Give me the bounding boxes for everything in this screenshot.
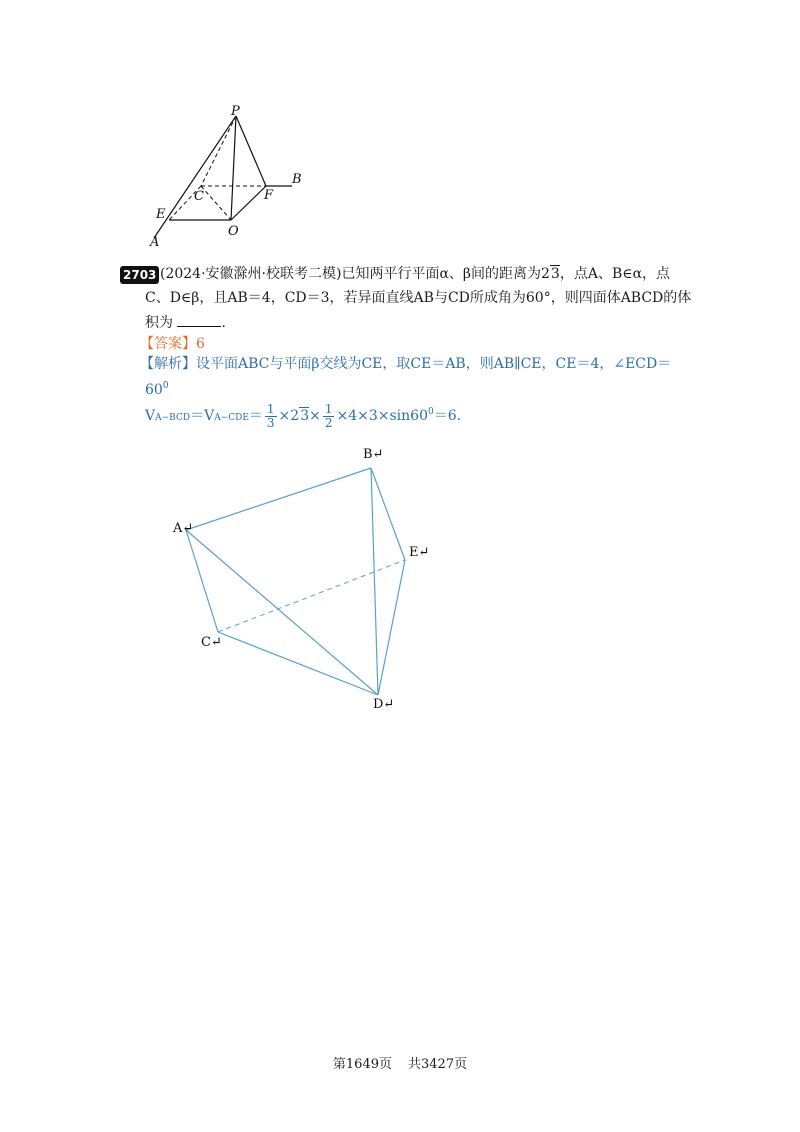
label-e: E	[156, 207, 166, 222]
label-a: A↵	[173, 521, 194, 536]
analysis-line-1: 【解析】设平面ABC与平面β交线为CE，取CE＝AB，则AB∥CE，CE＝4，∠ECD＝	[140, 356, 672, 372]
label-c: C↵	[201, 635, 222, 650]
label-b: B	[292, 172, 302, 187]
label-d: D↵	[373, 697, 395, 712]
label-p: P	[231, 104, 240, 119]
page-footer	[0, 1053, 800, 1072]
edge-ad	[186, 530, 378, 695]
label-o: O	[228, 224, 239, 239]
edge-cd	[218, 632, 378, 695]
label-f: F	[264, 188, 274, 203]
fraction-one-third: $\frac{1}{3}$	[266, 401, 275, 430]
problem-line-3: 积为 .	[145, 312, 226, 333]
answer-blank	[177, 312, 221, 327]
edge-be	[371, 468, 405, 560]
figure-pyramid	[140, 100, 320, 250]
label-c: C	[194, 189, 204, 204]
edge-pc	[201, 116, 236, 186]
fraction-one-half: $\frac{1}{2}$	[324, 401, 333, 430]
answer-line	[140, 334, 205, 354]
analysis-label: 【解析】	[140, 356, 196, 372]
answer-value: 6	[196, 336, 205, 352]
edge-po	[231, 116, 236, 220]
edge-ab	[186, 468, 371, 530]
edge-ce	[218, 560, 405, 632]
edge-ac	[186, 530, 218, 632]
analysis-line-2: $60^0$	[145, 381, 169, 398]
problem-line-1: (2024·安徽滁州·校联考二模)已知两平行平面α、β间的距离为23，点A、B∈α，点	[160, 266, 671, 282]
label-e: E↵	[409, 545, 430, 560]
problem-line-2: C、D∈β，且AB＝4，CD＝3，若异面直线AB与CD所成角为60°，则四面体ABCD的体	[145, 290, 692, 306]
question-number: 2703	[120, 266, 159, 284]
analysis-formula: VA−BCD＝VA−CDE＝ $\frac{1}{3}$ ×23× $\frac{1}{2}$ $\times 4\times 3\times\sin 60^0=6$.	[145, 401, 462, 430]
problem-source: (2024·安徽滁州·校联考二模)	[160, 266, 342, 282]
label-a: A	[150, 235, 160, 250]
answer-label: 【答案】	[140, 336, 196, 352]
edge-co	[201, 186, 231, 220]
edge-of	[231, 186, 266, 220]
figure-tetrahedron	[165, 440, 430, 715]
page-number: 第1649页	[332, 1057, 392, 1072]
edge-ed	[378, 560, 405, 695]
edge-bd	[371, 468, 378, 695]
edge-pf	[236, 116, 266, 186]
page-total: 共3427页	[408, 1057, 468, 1072]
label-b: B↵	[363, 447, 384, 462]
